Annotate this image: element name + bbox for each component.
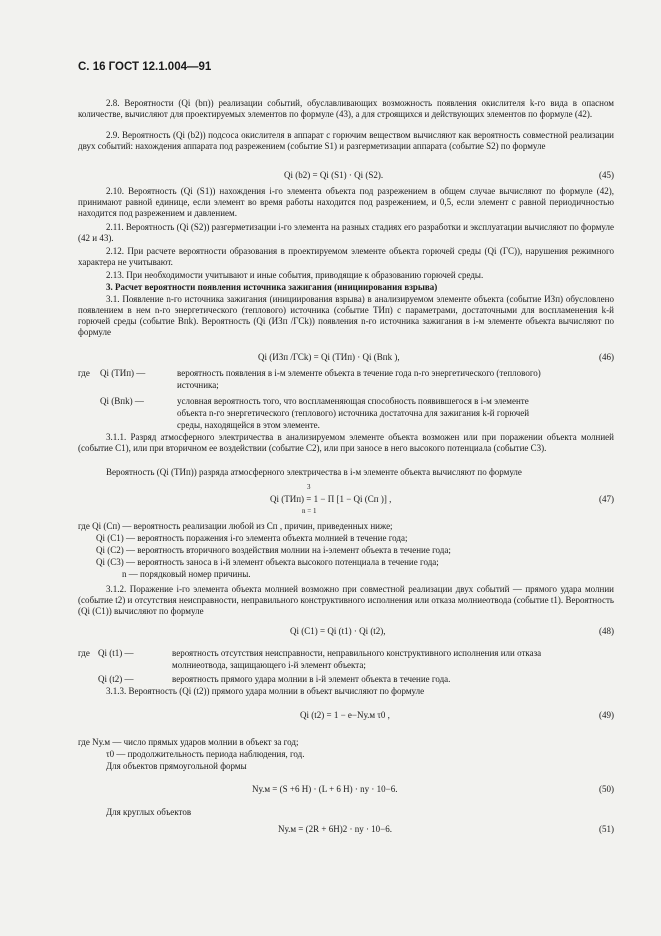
equation-49: Qi (t2) = 1 − e−Nу.м τ0 , (300, 710, 390, 720)
definition-line: Qi (С1) — вероятность поражения i-го элемента объекта молнией в течение года; (96, 533, 408, 543)
paragraph-2-11: 2.11. Вероятность (Qi (S2)) разгерметизации i-го элемента на разных стадиях его разработки и эксплуатации вычисляют по формуле (42 и 43). (78, 222, 614, 243)
definition-symbol: Qi (ТИп) — (100, 368, 146, 378)
paragraph-3-1-1: 3.1.1. Разряд атмосферного электричества в анализируемом элементе объекта возможен или при поражении объекта молнией (событие С1), или при вторичном ее воздействии (событие С2), или при заносе в него высокого потенциала (событие С3). (78, 432, 614, 453)
definition-text: молниеотвода, защищающего i-й элемент объекта; (172, 660, 366, 670)
definition-line: Qi (С2) — вероятность вторичного воздействия молнии на i-элемент объекта в течение года; (96, 545, 451, 555)
equation-number-50: (50) (599, 784, 614, 794)
product-upper-limit: 3 (307, 483, 311, 491)
definition-line: где Nу.м — число прямых ударов молнии в объект за год; (78, 737, 299, 747)
equation-number-49: (49) (599, 710, 614, 720)
definition-text: среды, находящейся в этом элементе. (177, 420, 320, 430)
definition-text: объекта n-го энергетического (теплового) источника достаточна для зажигания k-й горючей (177, 408, 530, 418)
definition-symbol: Qi (t2) — (98, 674, 134, 684)
definition-text: вероятность отсутствия неисправности, неправильного конструктивного исполнения или отказа (172, 648, 542, 658)
equation-number-48: (48) (599, 626, 614, 636)
paragraph-3-1-3: 3.1.3. Вероятность (Qi (t2)) прямого удара молнии в объект вычисляют по формуле (106, 686, 425, 696)
paragraph-2-13: 2.13. При необходимости учитывают и иные события, приводящие к образованию горючей среды. (106, 270, 484, 280)
where-label: где (78, 368, 90, 378)
paragraph-2-12: 2.12. При расчете вероятности образования в проектируемом элементе объекта горючей среды (Qi (ГС)), нарушения режимного характера не учитывают. (78, 246, 614, 267)
page-header: С. 16 ГОСТ 12.1.004—91 (78, 61, 212, 73)
where-label: где (78, 648, 90, 658)
definition-text: вероятность прямого удара молнии в i-й элемент объекта в течение года. (172, 674, 451, 684)
round-objects-label: Для круглых объектов (106, 807, 192, 817)
equation-number-45: (45) (599, 170, 614, 180)
definition-symbol: Qi (t1) — (98, 648, 134, 658)
definition-line: где Qi (Сп) — вероятность реализации любой из Сп , причин, приведенных ниже; (78, 521, 393, 531)
equation-number-51: (51) (599, 824, 614, 834)
equation-47: Qi (ТИп) = 1 − Π [1 − Qi (Сп )] , (270, 494, 392, 504)
paragraph-3-1-2: 3.1.2. Поражение i-го элемента объекта молнией возможно при совместной реализации двух событий — прямого удара молнии (событие t2) и отсутствия неисправности, неправильного конструктивного исполнения или отказа молниеотвода (событие t1). Вероятность (Qi (С1)) вычисляют по формуле (78, 584, 614, 616)
rect-objects-label: Для объектов прямоугольной формы (106, 761, 247, 771)
equation-46: Qi (ИЗп /ГСk) = Qi (ТИп) · Qi (Впk ), (258, 352, 400, 362)
equation-45: Qi (b2) = Qi (S1) · Qi (S2). (284, 170, 384, 180)
equation-number-47: (47) (599, 494, 614, 504)
equation-number-46: (46) (599, 352, 614, 362)
paragraph-2-10: 2.10. Вероятность (Qi (S1)) нахождения i-го элемента объекта под разрежением в общем случае вычисляют по формуле (42), принимают равной единице, если элемент во время работы находится под разрежением, и 0,5, если элемент с равной периодичностью находится под разрежением и давлением. (78, 186, 614, 218)
definition-symbol: Qi (Впk) — (100, 396, 144, 406)
definition-line: τ0 — продолжительность периода наблюдения, год. (106, 749, 305, 759)
equation-48: Qi (С1) = Qi (t1) · Qi (t2), (290, 626, 386, 636)
definition-line: n — порядковый номер причины. (122, 569, 251, 579)
definition-text: источника; (177, 380, 219, 390)
paragraph-2-9: 2.9. Вероятность (Qi (b2)) подсоса окислителя в аппарат с горючим веществом вычисляют как вероятность совместной реализации двух событий: нахождения аппарата под разрежением (событие S1) и разгерметизации аппарата (событие S2) по формуле (78, 130, 614, 151)
paragraph-3-1: 3.1. Появление n-го источника зажигания (инициирования взрыва) в анализируемом элементе объекта (событие ИЗп) обусловлено появлением в нем n-го энергетического (теплового) источника (событие ТИп) с параметрами, достаточными для воспламенения k-й горючей среды (событие Впk). Вероятность (Qi (ИЗп /ГСk)) появления n-го источника зажигания в i-м элементе объекта вычисляют по формуле (78, 294, 614, 337)
product-lower-limit: n = 1 (302, 507, 317, 515)
section-3-heading: 3. Расчет вероятности появления источника зажигания (инициирования взрыва) (106, 282, 438, 292)
equation-50: Nу.м = (S +6 H) · (L + 6 H) · nу · 10−6. (252, 784, 398, 794)
definition-line: Qi (С3) — вероятность заноса в i-й элемент объекта высокого потенциала в течение года; (96, 557, 439, 567)
paragraph-3-1-1-formula-intro: Вероятность (Qi (ТИп)) разряда атмосферного электричества в i-м элементе объекта вычисляют по формуле (106, 467, 522, 477)
equation-51: Nу.м = (2R + 6H)2 · nу · 10−6. (278, 824, 393, 834)
paragraph-2-8: 2.8. Вероятности (Qi (bп)) реализации событий, обуславливающих возможность появления окислителя k-го вида в опасном количестве, вычисляют для проектируемых элементов по формуле (43), а для строящихся и действующих элементов по формуле (42). (78, 98, 614, 119)
definition-text: условная вероятность того, что воспламеняющая способность появившегося в i-м элементе (177, 396, 529, 406)
definition-text: вероятность появления в i-м элементе объекта в течение года n-го энергетического (теплового) (177, 368, 541, 378)
